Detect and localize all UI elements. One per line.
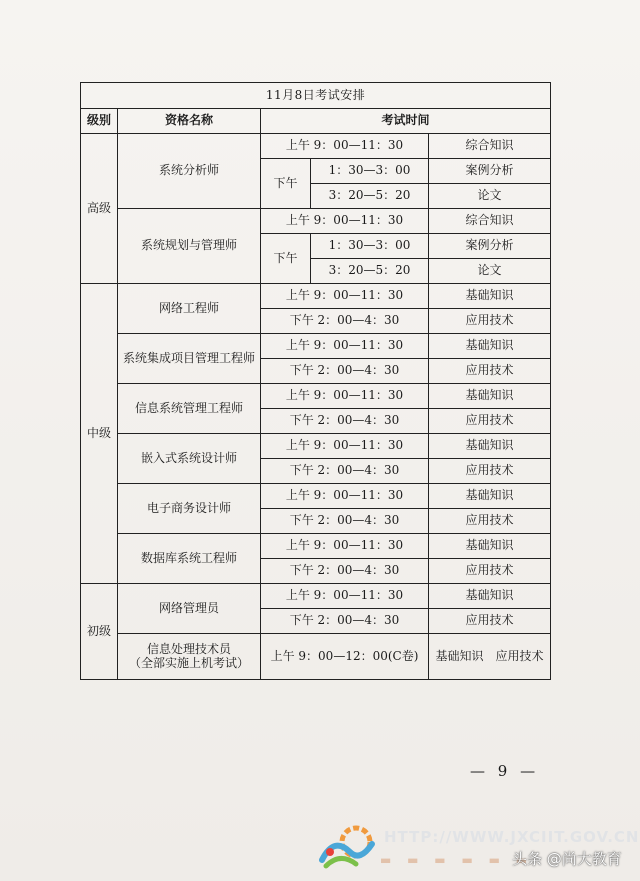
schedule-body bbox=[81, 83, 551, 680]
header-time: 考试时间 bbox=[261, 109, 551, 134]
exam-subject: 论文 bbox=[429, 259, 551, 284]
exam-subject: 基础知识 bbox=[429, 434, 551, 459]
exam-subject: 案例分析 bbox=[429, 159, 551, 184]
header-qualification: 资格名称 bbox=[118, 109, 261, 134]
qualification-name: 电子商务设计师 bbox=[118, 484, 261, 534]
exam-time: 3：20—5：20 bbox=[311, 259, 429, 284]
table-title: 11月8日考试安排 bbox=[81, 83, 551, 109]
qualification-name-line1: 信息处理技术员 bbox=[146, 641, 231, 656]
exam-subject: 应用技术 bbox=[429, 559, 551, 584]
exam-time: 上午 9：00—11：30 bbox=[261, 534, 429, 559]
level-junior: 初级 bbox=[81, 584, 118, 680]
table-row bbox=[81, 634, 551, 680]
exam-subject: 应用技术 bbox=[429, 309, 551, 334]
table-row bbox=[81, 384, 551, 409]
exam-subject: 基础知识 bbox=[429, 334, 551, 359]
table-row bbox=[81, 134, 551, 159]
table-row bbox=[81, 209, 551, 234]
exam-time: 下午 2：00—4：30 bbox=[261, 609, 429, 634]
watermark-url: HTTP://WWW.JXCIIT.GOV.CN bbox=[384, 828, 640, 846]
qualification-name: 系统集成项目管理工程师 bbox=[118, 334, 261, 384]
exam-subject: 应用技术 bbox=[429, 509, 551, 534]
exam-time: 下午 2：00—4：30 bbox=[261, 559, 429, 584]
qualification-name bbox=[118, 634, 261, 680]
exam-time: 下午 2：00—4：30 bbox=[261, 309, 429, 334]
table-row bbox=[81, 284, 551, 309]
table-row bbox=[81, 434, 551, 459]
level-senior: 高级 bbox=[81, 134, 118, 284]
afternoon-label: 下午 bbox=[261, 234, 311, 284]
exam-time: 下午 2：00—4：30 bbox=[261, 459, 429, 484]
exam-subject: 应用技术 bbox=[429, 459, 551, 484]
qualification-name: 嵌入式系统设计师 bbox=[118, 434, 261, 484]
exam-time: 下午 2：00—4：30 bbox=[261, 409, 429, 434]
exam-subject: 基础知识 bbox=[429, 284, 551, 309]
exam-subject: 基础知识 应用技术 bbox=[429, 634, 551, 680]
exam-subject: 基础知识 bbox=[429, 384, 551, 409]
page-number: — 9 — bbox=[470, 762, 540, 780]
exam-time: 上午 9：00—11：30 bbox=[261, 584, 429, 609]
toutiao-watermark: 头条 @尚大教育 bbox=[512, 850, 622, 868]
table-row bbox=[81, 584, 551, 609]
table-row bbox=[81, 534, 551, 559]
exam-time: 下午 2：00—4：30 bbox=[261, 509, 429, 534]
level-intermediate: 中级 bbox=[81, 284, 118, 584]
exam-time: 上午 9：00—11：30 bbox=[261, 334, 429, 359]
exam-time: 3：20—5：20 bbox=[311, 184, 429, 209]
exam-time: 上午 9：00—11：30 bbox=[261, 134, 429, 159]
exam-subject: 应用技术 bbox=[429, 609, 551, 634]
exam-time: 1：30—3：00 bbox=[311, 159, 429, 184]
exam-time: 上午 9：00—11：30 bbox=[261, 209, 429, 234]
exam-subject: 基础知识 bbox=[429, 584, 551, 609]
exam-time: 1：30—3：00 bbox=[311, 234, 429, 259]
watermark-decoration: ▬ ▬ ▬ ▬ ▬ ▬ bbox=[380, 853, 534, 867]
qualification-name: 网络管理员 bbox=[118, 584, 261, 634]
exam-time: 下午 2：00—4：30 bbox=[261, 359, 429, 384]
qualification-name: 系统分析师 bbox=[118, 134, 261, 209]
exam-subject: 案例分析 bbox=[429, 234, 551, 259]
exam-time: 上午 9：00—11：30 bbox=[261, 484, 429, 509]
qualification-name: 网络工程师 bbox=[118, 284, 261, 334]
exam-subject: 应用技术 bbox=[429, 409, 551, 434]
exam-time: 上午 9：00—11：30 bbox=[261, 284, 429, 309]
qualification-name-note: （全部实施上机考试） bbox=[128, 655, 249, 670]
table-row bbox=[81, 109, 551, 134]
exam-subject: 论文 bbox=[429, 184, 551, 209]
afternoon-label: 下午 bbox=[261, 159, 311, 209]
table-row bbox=[81, 484, 551, 509]
exam-subject: 基础知识 bbox=[429, 484, 551, 509]
qualification-name: 信息系统管理工程师 bbox=[118, 384, 261, 434]
exam-time: 上午 9：00—11：30 bbox=[261, 384, 429, 409]
qualification-name: 数据库系统工程师 bbox=[118, 534, 261, 584]
qualification-name: 系统规划与管理师 bbox=[118, 209, 261, 284]
exam-subject: 综合知识 bbox=[429, 209, 551, 234]
site-logo-icon bbox=[316, 822, 378, 870]
table-row bbox=[81, 83, 551, 109]
exam-subject: 应用技术 bbox=[429, 359, 551, 384]
exam-time: 上午 9：00—11：30 bbox=[261, 434, 429, 459]
exam-time: 上午 9：00—12：00(C卷) bbox=[261, 634, 429, 680]
exam-subject: 基础知识 bbox=[429, 534, 551, 559]
table-row bbox=[81, 334, 551, 359]
header-level: 级别 bbox=[81, 109, 118, 134]
exam-schedule-table bbox=[80, 82, 551, 680]
exam-subject: 综合知识 bbox=[429, 134, 551, 159]
